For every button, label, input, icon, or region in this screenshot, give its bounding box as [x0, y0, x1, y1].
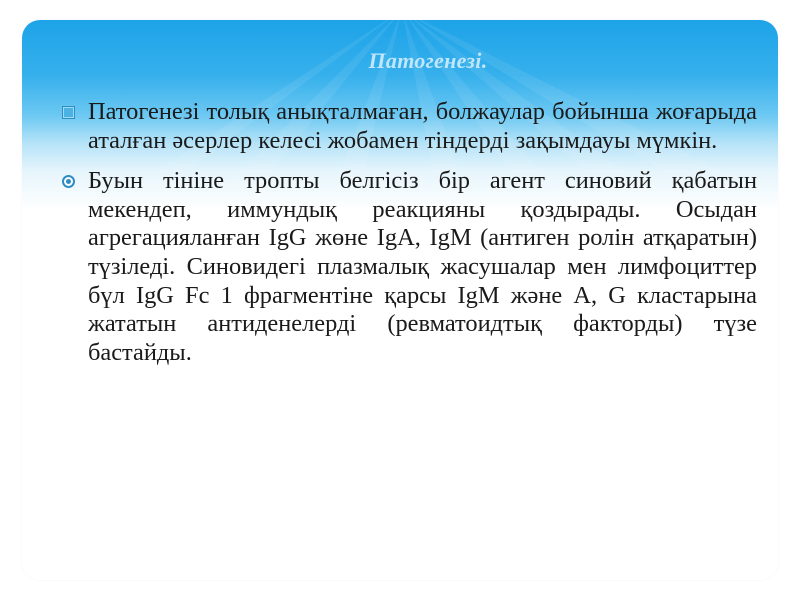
- circle-bullet-icon: [62, 175, 75, 188]
- bullet-text: Буын тініне тропты белгісіз бір агент синовий қабатын мекендеп, иммундық реакцияны қоздырады. Осыдан агрегацияланған IgG жөне IgA, IgM (антиген ролін атқаратын) түзіледі. Синовидегі плазмалық жасушалар мен лимфоциттер бүл IgG Fc 1 фрагментіне қарсы IgM және A, G кластарына жататын антиденелерді (ревматоидтық факторды) түзе бастайды.: [88, 167, 757, 366]
- square-bullet-icon: [62, 106, 75, 119]
- bullet-list: [60, 98, 757, 379]
- list-item: [60, 167, 757, 367]
- bullet-text: Патогенезі толық анықталмаған, болжаулар бойынша жоғарыда аталған әсерлер келесі жобамен тіндерді зақымдауы мүмкін.: [88, 98, 757, 154]
- list-item: [60, 98, 757, 155]
- slide-title: Патогенезі.: [368, 48, 488, 73]
